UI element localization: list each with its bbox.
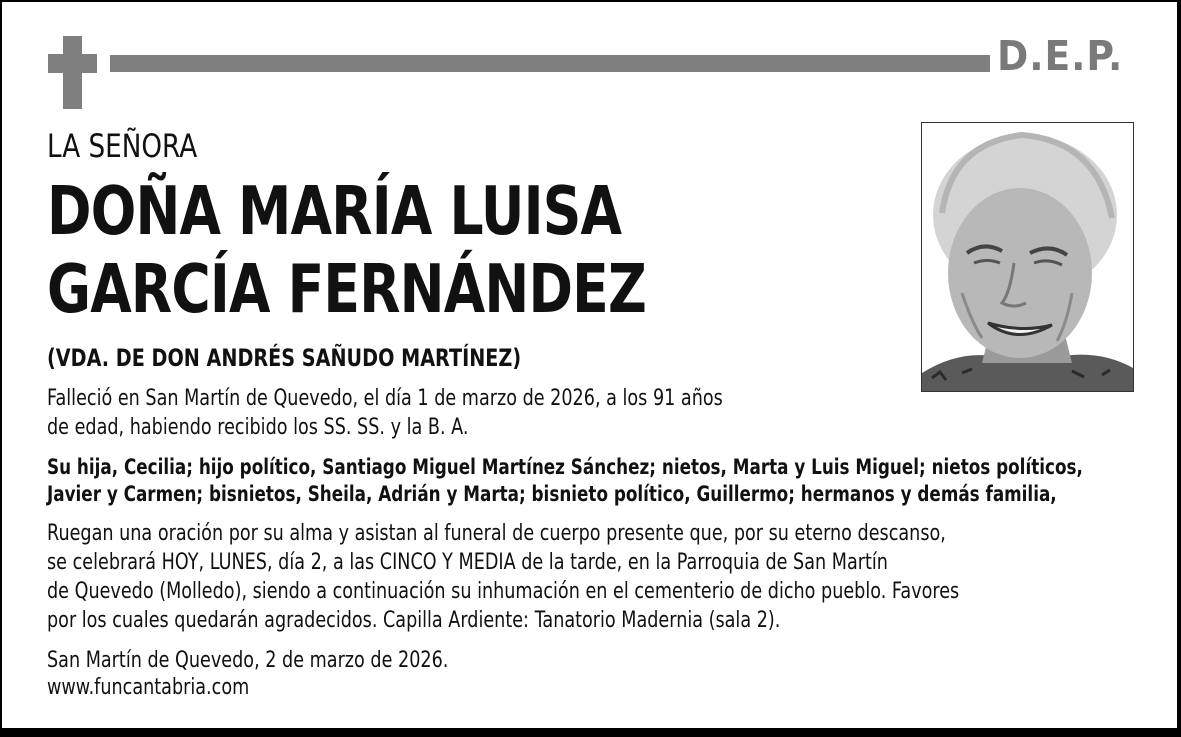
name-text: DOÑA MARÍA LUISA [47, 172, 622, 250]
family-text: Su hija, Cecilia; hijo político, Santiago Miguel Martínez Sánchez; nietos, Marta y Luis Miguel; nietos políticos, [47, 455, 1083, 479]
header-rule [110, 55, 990, 72]
death-notice-line [47, 384, 892, 413]
death-notice-text: Falleció en San Martín de Quevedo, el día 1 de marzo de 2026, a los 91 años [47, 386, 723, 411]
family-line [47, 481, 1181, 508]
request-text: Ruegan una oración por su alma y asistan al funeral de cuerpo presente que, por su eterno descanso, [47, 521, 946, 546]
website-text[interactable]: www.funcantabria.com [47, 675, 250, 700]
portrait-image [922, 123, 1133, 391]
request-text: se celebrará HOY, LUNES, día 2, a las CINCO Y MEDIA de la tarde, en la Parroquia de San Martín [47, 550, 888, 575]
widow-of-text: (VDA. DE DON ANDRÉS SAÑUDO MARTÍNEZ) [47, 344, 522, 372]
deceased-name-line-1 [47, 172, 765, 250]
name-text: GARCÍA FERNÁNDEZ [47, 250, 647, 328]
portrait-photo [921, 122, 1134, 392]
title-prefix [47, 128, 230, 164]
title-prefix-text: LA SEÑORA [47, 127, 198, 165]
dep-label: D.E.P. [997, 32, 1124, 80]
cross-icon-arm [48, 54, 97, 73]
request-line [47, 606, 964, 635]
widow-of [47, 343, 640, 373]
request-line [47, 548, 1098, 577]
place-date [47, 646, 549, 675]
family-text: Javier y Carmen; bisnietos, Sheila, Adrián y Marta; bisnieto político, Guillermo; hermanos y demás familia, [47, 482, 1057, 506]
family-line [47, 454, 1181, 481]
death-notice-line [47, 413, 574, 442]
request-text: de Quevedo (Molledo), siendo a continuación su inhumación en el cementerio de dicho pueblo. Favores [47, 579, 960, 604]
request-line [47, 519, 1171, 548]
website-link[interactable] [47, 673, 300, 702]
request-line [47, 577, 1181, 606]
deceased-name-line-2 [47, 250, 796, 328]
death-notice-text: de edad, habiendo recibido los SS. SS. y la B. A. [47, 415, 469, 440]
request-text: por los cuales quedarán agradecidos. Capilla Ardiente: Tanatorio Madernia (sala 2). [47, 608, 781, 633]
place-date-text: San Martín de Quevedo, 2 de marzo de 2026. [47, 648, 449, 673]
